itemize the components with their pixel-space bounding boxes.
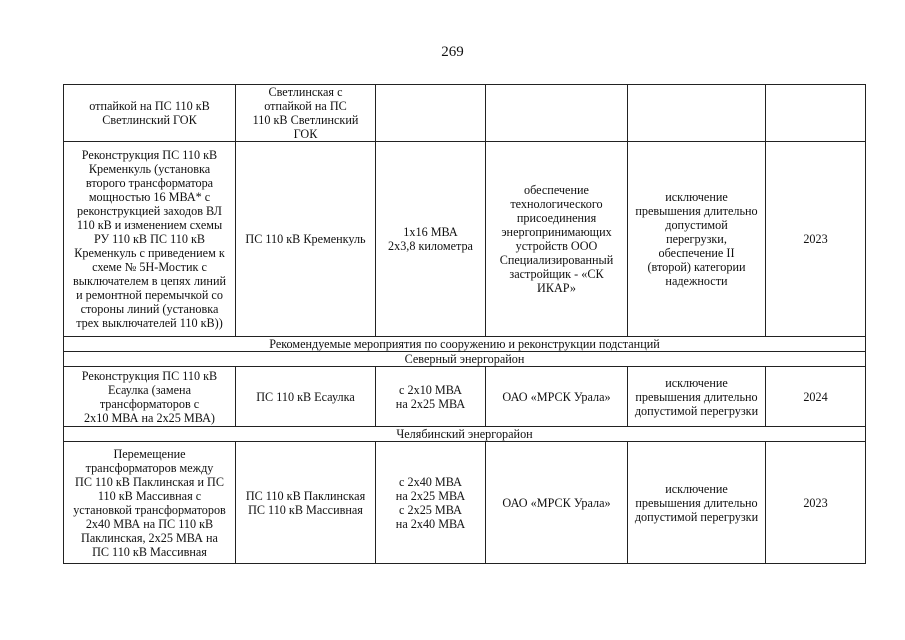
region-title: Челябинский энергорайон bbox=[64, 427, 866, 442]
table-row bbox=[64, 142, 866, 337]
effect-cell: исключение превышения длительно допустимой перегрузки, обеспечение II (второй) категории надежности bbox=[628, 142, 766, 337]
object-cell: Светлинская с отпайкой на ПС 110 кВ Светлинский ГОК bbox=[236, 85, 376, 142]
year-cell bbox=[766, 85, 866, 142]
region-row bbox=[64, 427, 866, 442]
section-title: Рекомендуемые мероприятия по сооружению и реконструкции подстанций bbox=[64, 337, 866, 352]
purpose-cell: обеспечение технологического присоединения энергопринимающих устройств ООО Специализированный застройщик - «СК ИКАР» bbox=[486, 142, 628, 337]
purpose-cell: ОАО «МРСК Урала» bbox=[486, 367, 628, 427]
effect-cell: исключение превышения длительно допустимой перегрузки bbox=[628, 442, 766, 564]
year-cell: 2023 bbox=[766, 442, 866, 564]
capacity-cell: 1х16 МВА 2х3,8 километра bbox=[376, 142, 486, 337]
object-cell: ПС 110 кВ Есаулка bbox=[236, 367, 376, 427]
region-title: Северный энергорайон bbox=[64, 352, 866, 367]
measures-table bbox=[63, 84, 866, 564]
table-row bbox=[64, 367, 866, 427]
capacity-cell: с 2х10 МВА на 2х25 МВА bbox=[376, 367, 486, 427]
measure-cell: отпайкой на ПС 110 кВ Светлинский ГОК bbox=[64, 85, 236, 142]
object-cell: ПС 110 кВ Кременкуль bbox=[236, 142, 376, 337]
table-row bbox=[64, 85, 866, 142]
measure-cell: Реконструкция ПС 110 кВ Есаулка (замена трансформаторов с 2х10 МВА на 2х25 МВА) bbox=[64, 367, 236, 427]
region-row bbox=[64, 352, 866, 367]
capacity-cell bbox=[376, 85, 486, 142]
year-cell: 2023 bbox=[766, 142, 866, 337]
year-cell: 2024 bbox=[766, 367, 866, 427]
effect-cell bbox=[628, 85, 766, 142]
measure-cell: Перемещение трансформаторов между ПС 110 кВ Паклинская и ПС 110 кВ Массивная с установкой трансформаторов 2х40 МВА на ПС 110 кВ Паклинская, 2х25 МВА на ПС 110 кВ Массивная bbox=[64, 442, 236, 564]
effect-cell: исключение превышения длительно допустимой перегрузки bbox=[628, 367, 766, 427]
purpose-cell bbox=[486, 85, 628, 142]
table-row bbox=[64, 442, 866, 564]
page-number: 269 bbox=[441, 44, 464, 60]
section-row bbox=[64, 337, 866, 352]
capacity-cell: с 2х40 МВА на 2х25 МВА с 2х25 МВА на 2х40 МВА bbox=[376, 442, 486, 564]
measure-cell: Реконструкция ПС 110 кВ Кременкуль (установка второго трансформатора мощностью 16 МВА* с реконструкцией заходов ВЛ 110 кВ и изменением схемы РУ 110 кВ ПС 110 кВ Кременкуль с приведением к схеме № 5Н-Мостик с выключателем в цепях линий и ремонтной перемычкой со стороны линий (установка трех выключателей 110 кВ)) bbox=[64, 142, 236, 337]
purpose-cell: ОАО «МРСК Урала» bbox=[486, 442, 628, 564]
object-cell: ПС 110 кВ Паклинская ПС 110 кВ Массивная bbox=[236, 442, 376, 564]
